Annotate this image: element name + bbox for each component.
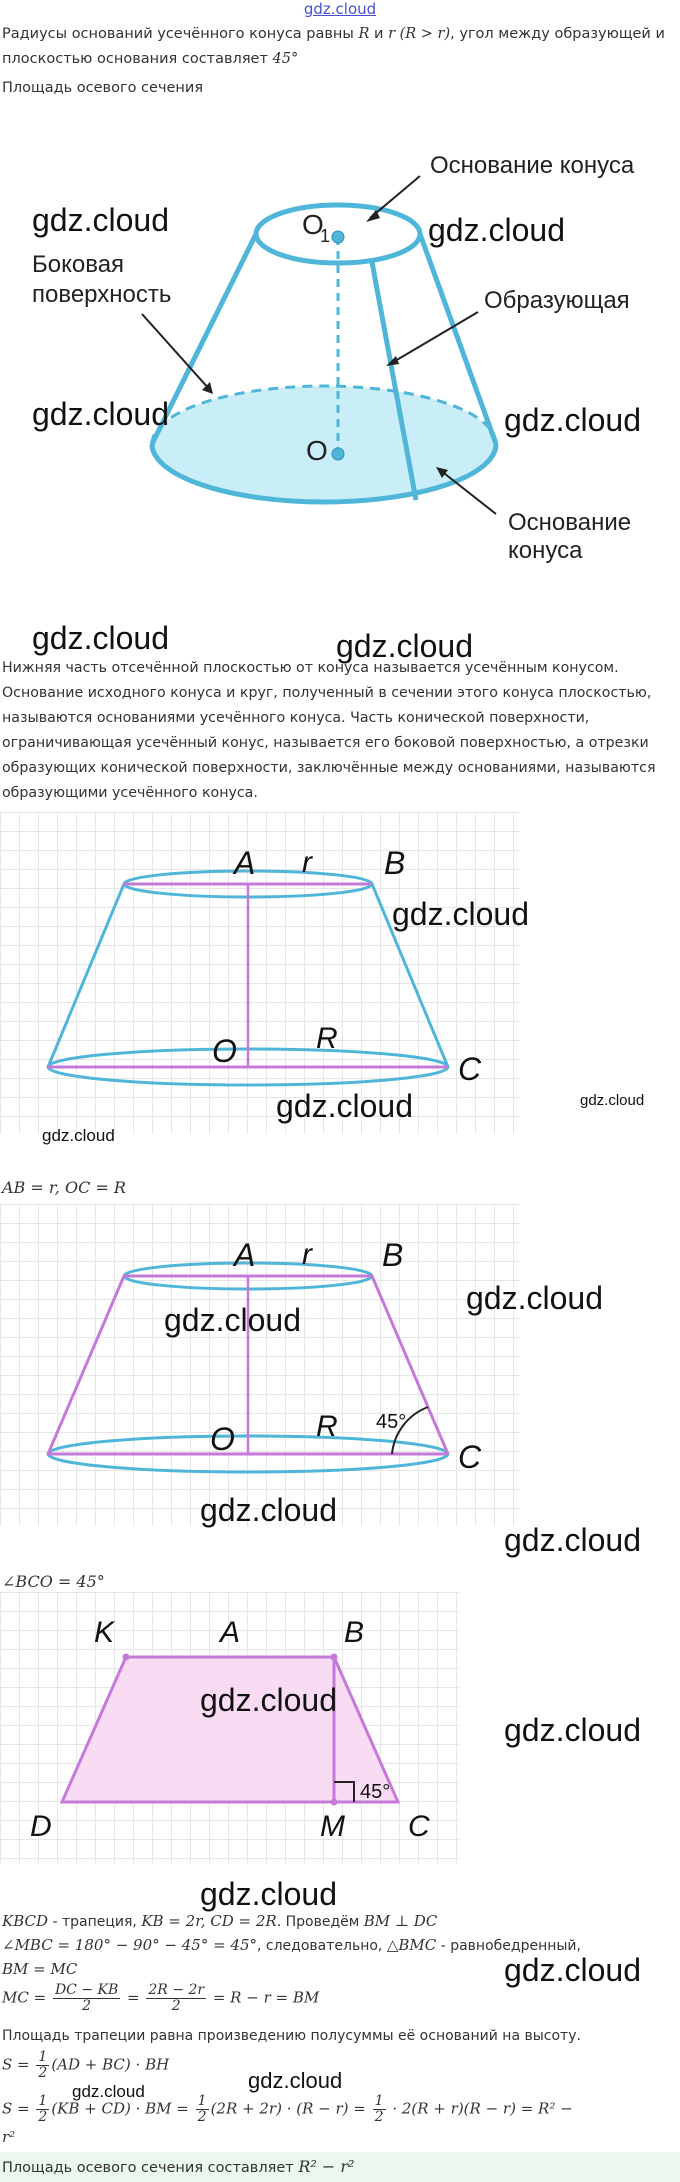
trapezoid-KBCD <box>62 1657 398 1802</box>
frustum-left-edge <box>48 1276 124 1454</box>
fraction: $\frac{1}{2}$ <box>38 2093 48 2125</box>
solution-line-3: BM = MC <box>2 1960 78 1978</box>
math-condition: (R > r) <box>399 26 451 42</box>
watermark: gdz.cloud <box>32 202 169 238</box>
label-B: B <box>382 1237 404 1273</box>
answer-value: R² − r² <box>298 2157 355 2176</box>
watermark: gdz.cloud <box>164 1302 301 1338</box>
label-A: A <box>234 845 256 881</box>
math: = R − r = BM <box>208 1988 320 2007</box>
frustum-left-edge <box>48 884 124 1067</box>
figure-frustum-section-svg <box>0 812 520 1134</box>
label-lateral-2: поверхность <box>32 281 172 308</box>
label-A: A <box>220 1616 241 1649</box>
problem-text: , угол между образующей и плоскостью основания составляет <box>2 26 665 67</box>
problem-question: Площадь осевого сечения <box>2 80 204 96</box>
fraction: $\frac{2R - 2r}{2}$ <box>148 1982 205 2014</box>
watermark: gdz.cloud <box>72 2082 145 2101</box>
label-M: M <box>320 1810 345 1843</box>
math-r: r <box>388 26 395 42</box>
given-segments: AB = r, OC = R <box>2 1178 126 1197</box>
label-C: C <box>458 1439 482 1475</box>
math-R: R <box>358 26 370 42</box>
label-bottom-base-1: Основание <box>508 509 632 536</box>
watermark: gdz.cloud <box>32 620 169 656</box>
theory-paragraph: Нижняя часть отсечённой плоскостью от конуса называется усечённым конусом. Основание исходного конуса и круг, полученный в сечении этого конуса плоскостью, называются основаниями усечённого конуса. Часть конической поверхности, ограничивающая усечённый конус, называется его боковой поверхностью, а отрезки образующих конической поверхности, заключённые между основаниями, называются образующими усечённого конуса. <box>2 660 656 801</box>
watermark: gdz.cloud <box>42 1126 115 1145</box>
figure-frustum-angle-svg <box>0 1204 520 1526</box>
label-R: R <box>316 1410 338 1443</box>
watermark: gdz.cloud <box>200 1682 337 1718</box>
solution-line-1 <box>2 1912 437 1930</box>
solution-line-2 <box>2 1936 581 1954</box>
math: MC = <box>2 1988 51 2007</box>
watermark: gdz.cloud <box>248 2068 343 2093</box>
math: ∠MBC = 180° − 90° − 45° = 45° <box>2 1936 258 1954</box>
label-generatrix: Образующая <box>484 287 630 314</box>
site-title-link[interactable]: gdz.cloud <box>303 0 377 18</box>
point-K <box>123 1654 130 1661</box>
frustum-illustration <box>0 100 680 600</box>
fraction: $\frac{DC - KB}{2}$ <box>54 1982 119 2014</box>
figure-trapezoid-svg <box>0 1592 460 1864</box>
text: - трапеция, <box>48 1914 142 1930</box>
label-D: D <box>30 1810 52 1843</box>
text: . Проведём <box>276 1914 364 1930</box>
point-B <box>331 1654 338 1661</box>
watermark: gdz.cloud <box>336 628 473 664</box>
watermark: gdz.cloud <box>504 1952 641 1988</box>
watermark: gdz.cloud <box>428 212 565 248</box>
label-O: O <box>306 435 328 466</box>
problem-statement <box>2 22 678 72</box>
label-lateral-1: Боковая <box>32 251 125 278</box>
watermark: gdz.cloud <box>580 1092 645 1109</box>
fraction: $\frac{1}{2}$ <box>197 2093 207 2125</box>
label-top-base: Основание конуса <box>430 152 635 179</box>
math: △BMC <box>386 1936 437 1954</box>
math: KB = 2r, CD = 2R <box>141 1912 277 1930</box>
label-angle: 45° <box>360 1781 391 1803</box>
point-M <box>331 1799 338 1806</box>
solution-line-5: Площадь трапеции равна произведению полусуммы её оснований на высоту. <box>2 2028 581 2044</box>
text: , следовательно, <box>257 1938 387 1954</box>
text: - равнобедренный, <box>436 1938 581 1954</box>
label-r: r <box>302 846 312 879</box>
watermark: gdz.cloud <box>200 1876 337 1912</box>
watermark: gdz.cloud <box>276 1088 413 1124</box>
label-B: B <box>344 1616 365 1649</box>
watermark: gdz.cloud <box>466 1280 603 1316</box>
fraction: $\frac{1}{2}$ <box>38 2049 48 2081</box>
watermark: gdz.cloud <box>504 1712 641 1748</box>
label-O1: O <box>302 209 324 240</box>
math: = <box>122 1988 145 2007</box>
watermark: gdz.cloud <box>504 402 641 438</box>
watermark: gdz.cloud <box>200 1492 337 1528</box>
problem-text: Радиусы оснований усечённого конуса равны <box>2 26 359 42</box>
label-O1-sub: 1 <box>320 226 331 246</box>
math: KBCD <box>2 1912 49 1930</box>
solution-line-7: S = $\frac{1}{2}$ (KB + CD) · BM = $\frac{1}{2}$ (2R + 2r) · (R − r) = $\frac{1}{2}$ · 2(R + r)(R − r) = R² − <box>2 2093 573 2125</box>
answer-text: Площадь осевого сечения составляет <box>2 2160 299 2176</box>
watermark: gdz.cloud <box>392 896 529 932</box>
label-A: A <box>234 1237 256 1273</box>
math: BM ⊥ DC <box>363 1912 438 1930</box>
watermark: gdz.cloud <box>504 1522 641 1558</box>
label-angle: 45° <box>376 1411 407 1433</box>
label-r: r <box>302 1238 312 1271</box>
label-K: K <box>94 1616 115 1649</box>
label-R: R <box>316 1022 338 1055</box>
label-O: O <box>212 1033 237 1069</box>
fraction: $\frac{1}{2}$ <box>374 2093 384 2125</box>
solution-line-6: S = $\frac{1}{2}$ (AD + BC) · BH <box>2 2049 170 2081</box>
point-O <box>332 448 344 460</box>
label-B: B <box>384 845 406 881</box>
watermark: gdz.cloud <box>32 396 169 432</box>
label-C: C <box>408 1810 430 1843</box>
answer-banner <box>0 2152 680 2182</box>
point-O1 <box>332 231 344 243</box>
given-angle: ∠BCO = 45° <box>2 1572 105 1591</box>
solution-line-8: r² <box>2 2128 16 2146</box>
label-bottom-base-2: конуса <box>508 537 583 564</box>
math-angle: 45° <box>272 51 299 67</box>
problem-text: и <box>369 26 389 42</box>
label-O: O <box>210 1421 235 1457</box>
solution-line-4 <box>2 1983 319 2014</box>
label-C: C <box>458 1051 482 1087</box>
